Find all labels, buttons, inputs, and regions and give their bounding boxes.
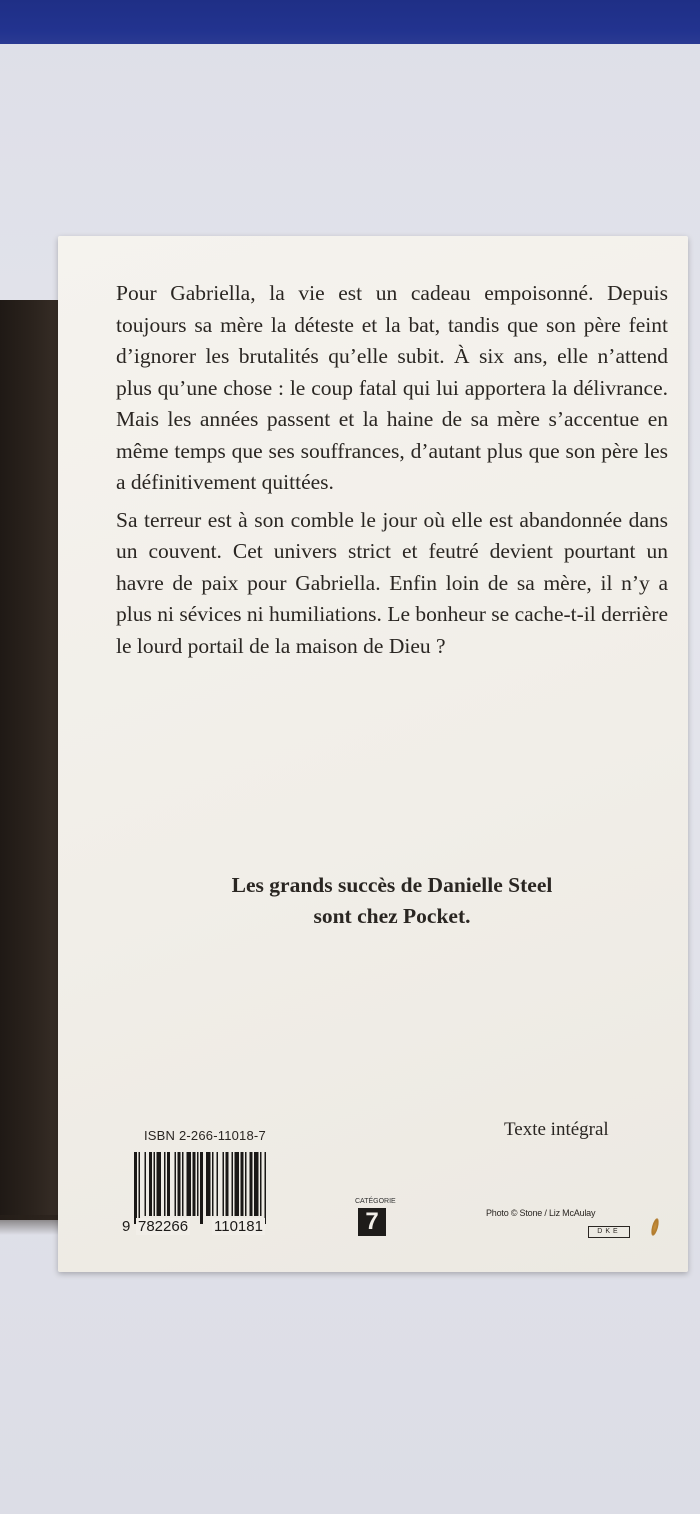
- publisher-logo: [355, 1198, 396, 1242]
- blurb-paragraph-2: Sa terreur est à son comble le jour où elle est abandonnée dans un couvent. Cet univers strict et feutré devient pourtant un havre de paix pour Gabriella. Enfin loin de sa mère, il n’y a plus ni sévices ni humiliations. Le bonheur se cache-t-il derrière le lourd portail de la maison de Dieu ?: [116, 507, 668, 658]
- background-shadow: [0, 300, 66, 1220]
- barcode: [122, 1152, 302, 1242]
- background-blue-band: [0, 0, 700, 44]
- barcode-left-group: 782266: [138, 1218, 189, 1235]
- blurb-paragraph-1: Pour Gabriella, la vie est un cadeau empoisonné. Depuis toujours sa mère la déteste et la bat, tandis que son père feint d’ignorer les brutalités qu’elle subit. À six ans, elle n’attend plus qu’une chose : le coup fatal qui lui apportera la délivrance. Mais les années passent et la haine de sa mère s’accentue en même temps que ses souffrances, d’autant plus que son père les a définitivement quittées.: [116, 281, 668, 494]
- tagline: [116, 870, 668, 932]
- stain-mark: [650, 1218, 660, 1237]
- isbn-label: ISBN 2-266-11018-7: [144, 1128, 266, 1143]
- book-back-cover: [58, 236, 688, 1272]
- blurb-text: [116, 278, 668, 668]
- photo-credit: Photo © Stone / Liz McAulay: [486, 1208, 596, 1218]
- tagline-line-2: sont chez Pocket.: [313, 904, 471, 928]
- barcode-bars-icon: [122, 1152, 302, 1224]
- texte-integral-label: Texte intégral: [504, 1119, 609, 1140]
- tagline-line-1: Les grands succès de Danielle Steel: [231, 873, 553, 897]
- barcode-right-group: 110181: [214, 1218, 263, 1235]
- dke-label: DKE: [588, 1226, 630, 1238]
- barcode-first-digit: 9: [122, 1218, 131, 1235]
- publisher-category-label: CATÉGORIE: [355, 1198, 396, 1205]
- publisher-mark-icon: 7: [358, 1208, 386, 1236]
